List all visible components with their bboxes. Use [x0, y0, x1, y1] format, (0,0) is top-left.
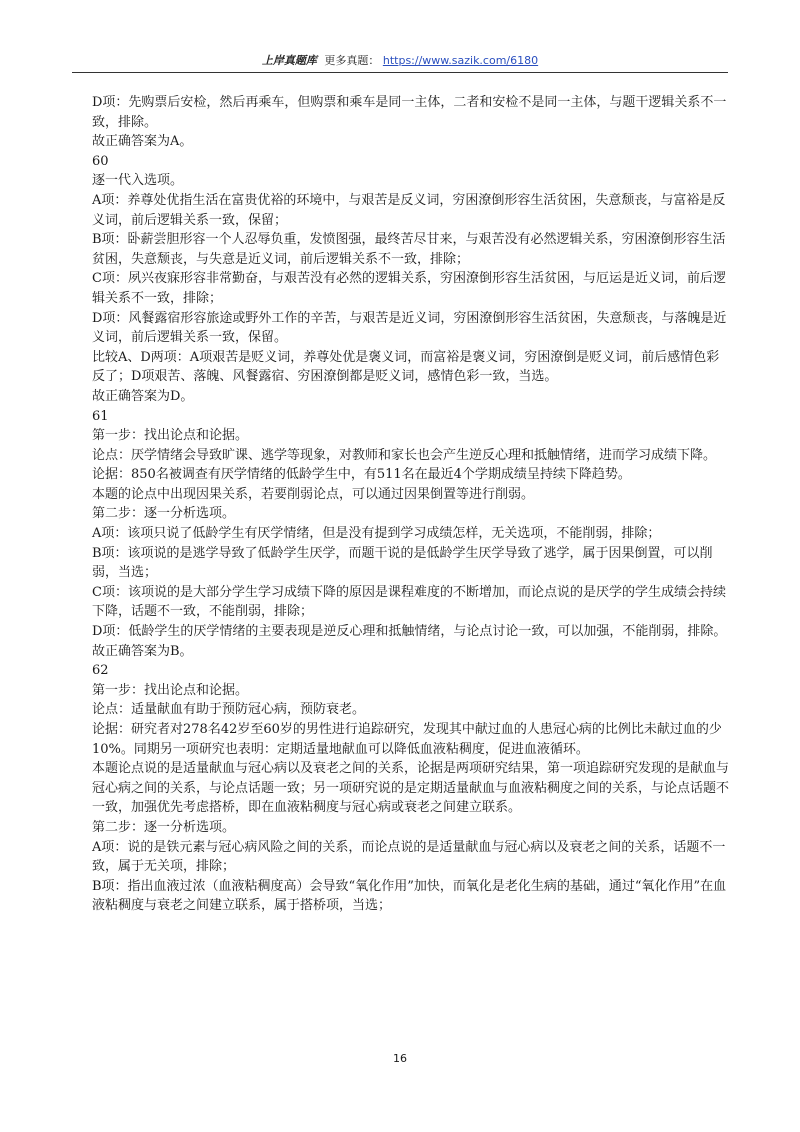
paragraph: A项：该项只说了低龄学生有厌学情绪，但是没有提到学习成绩怎样，无关选项，不能削弱，排除；: [92, 526, 661, 542]
paragraph: 故正确答案为B。: [92, 643, 193, 659]
page-number: 16: [393, 1052, 407, 1065]
paragraph: 论点：厌学情绪会导致旷课、逃学等现象，对教师和家长也会产生逆反心理和抵触情绪，进而学习成绩下降。: [92, 447, 717, 463]
question-number: 61: [92, 408, 109, 424]
paragraph: 论点：适量献血有助于预防冠心病，预防衰老。: [92, 702, 366, 718]
paragraph: 本题的论点中出现因果关系，若要削弱论点，可以通过因果倒置等进行削弱。: [92, 486, 535, 502]
paragraph: 论据：850名被调查有厌学情绪的低龄学生中，有511名在最近4个学期成绩呈持续下降趋势。: [92, 467, 631, 483]
paragraph: 故正确答案为D。: [92, 388, 194, 404]
paragraph: A项：说的是铁元素与冠心病风险之间的关系，而论点说的是适量献血与冠心病以及衰老之间的关系，话题不一致，属于无关项，排除；: [92, 839, 726, 875]
page-header: [0, 52, 800, 68]
paragraph: B项：卧薪尝胆形容一个人忍辱负重，发愤图强，最终苦尽甘来，与艰苦没有必然逻辑关系，穷困潦倒形容生活贫困，失意颓丧，与失意是近义词，前后逻辑关系不一致，排除；: [92, 232, 726, 267]
paragraph: C项：夙兴夜寐形容非常勤奋，与艰苦没有必然的逻辑关系，穷困潦倒形容生活贫困，与厄运是近义词，前后逻辑关系不一致，排除；: [92, 271, 726, 306]
question-number: 60: [92, 153, 109, 169]
paragraph: 第二步：逐一分析选项。: [92, 506, 236, 522]
paragraph: 论据：研究者对278名42岁至60岁的男性进行追踪研究，发现其中献过血的人患冠心病的比例比未献过血的少10%。同期另一项研究也表明：定期适量地献血可以降低血液粘稠度，促进血液循环。: [92, 722, 722, 757]
paragraph: D项：风餐露宿形容旅途或野外工作的辛苦，与艰苦是近义词，穷困潦倒形容生活贫困，失意颓丧，与落魄是近义词，前后逻辑关系一致，保留。: [92, 310, 727, 346]
document-body: [92, 93, 732, 916]
paragraph: A项：养尊处优指生活在富贵优裕的环境中，与艰苦是反义词，穷困潦倒形容生活贫困，失意颓丧，与富裕是反义词，前后逻辑关系一致，保留；: [92, 192, 726, 228]
header-divider: [72, 72, 728, 73]
paragraph: B项：指出血液过浓（血液粘稠度高）会导致“氧化作用”加快，而氧化是老化生病的基础，通过“氧化作用”在血液粘稠度与衰老之间建立联系，属于搭桥项，当选；: [92, 878, 727, 914]
question-number: 62: [92, 663, 109, 679]
paragraph: 第一步：找出论点和论据。: [92, 682, 249, 698]
paragraph: 故正确答案为A。: [92, 134, 193, 150]
paragraph: D项：先购票后安检，然后再乘车，但购票和乘车是同一主体，二者和安检不是同一主体，与题干逻辑关系不一致，排除。: [92, 95, 727, 130]
paragraph: 比较A、D两项：A项艰苦是贬义词，养尊处优是褒义词，而富裕是褒义词，穷困潦倒是贬义词，前后感情色彩反了；D项艰苦、落魄、风餐露宿、穷困潦倒都是贬义词，感情色彩一致，当选。: [92, 349, 720, 385]
paragraph: 第二步：逐一分析选项。: [92, 819, 236, 835]
paragraph: 第一步：找出论点和论据。: [92, 428, 249, 444]
header-link[interactable]: https://www.sazik.com/6180: [382, 54, 539, 67]
header-brand: 上岸真题库: [261, 54, 317, 67]
paragraph: 逐一代入选项。: [92, 173, 184, 189]
paragraph: C项：该项说的是大部分学生学习成绩下降的原因是课程难度的不断增加，而论点说的是厌学的学生成绩会持续下降，话题不一致，不能削弱，排除；: [92, 584, 726, 620]
header-label: 更多真题：: [324, 54, 380, 67]
paragraph: D项：低龄学生的厌学情绪的主要表现是逆反心理和抵触情绪，与论点讨论一致，可以加强，不能削弱，排除。: [92, 624, 727, 640]
paragraph: B项：该项说的是逃学导致了低龄学生厌学，而题干说的是低龄学生厌学导致了逃学，属于因果倒置，可以削弱，当选；: [92, 545, 713, 581]
paragraph: 本题论点说的是适量献血与冠心病以及衰老之间的关系，论据是两项研究结果，第一项追踪研究发现的是献血与冠心病之间的关系，与论点话题一致；另一项研究说的是定期适量献血与血液粘稠度之间的关系，与论点话题不一致，加强优先考虑搭桥，即在血液粘稠度与冠心病或衰老之间建立联系。: [92, 761, 730, 816]
